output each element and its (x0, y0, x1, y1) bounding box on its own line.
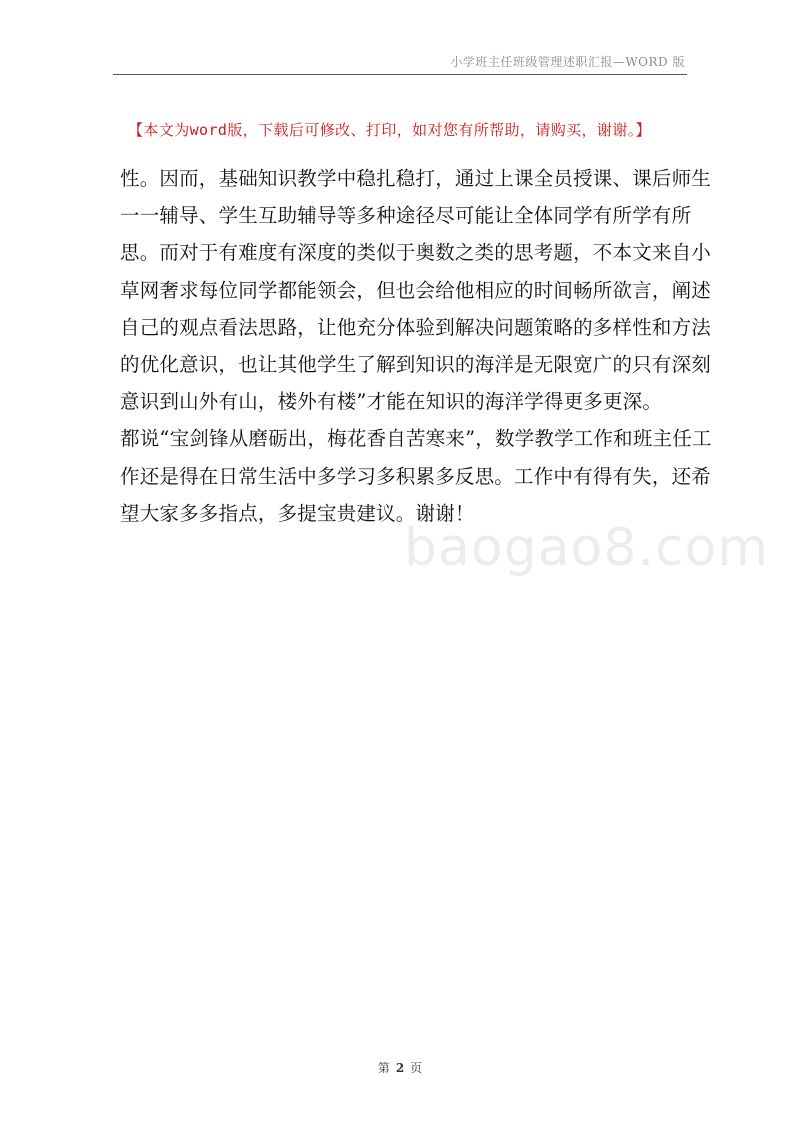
body-line: 意识到山外有山，楼外有楼”才能在知识的海洋学得更多更深。 (120, 390, 663, 414)
body-line: 的优化意识，也让其他学生了解到知识的海洋是无限宽广的只有深刻 (120, 352, 712, 376)
body-line: 都说“宝剑锋从磨砺出，梅花香自苦寒来”，数学教学工作和班主任工 (120, 427, 712, 451)
footer-suffix: 页 (410, 1061, 423, 1075)
page-number: 2 (395, 1061, 405, 1075)
body-line: 思。而对于有难度有深度的类似于奥数之类的思考题，不本文来自小 (120, 241, 712, 265)
body-line: 作还是得在日常生活中多学习多积累多反思。工作中有得有失，还希 (120, 464, 712, 488)
body-line: 自己的观点看法思路，让他充分体验到解决问题策略的多样性和方法 (120, 315, 712, 339)
page-footer (0, 1059, 800, 1076)
footer-prefix: 第 (377, 1061, 390, 1075)
document-body (120, 160, 712, 532)
body-line: 草网奢求每位同学都能领会，但也会给他相应的时间畅所欲言，阐述 (120, 278, 712, 302)
running-header: 小学班主任班级管理述职汇报—WORD 版 (450, 55, 685, 69)
body-line: 一一辅导、学生互助辅导等多种途径尽可能让全体同学有所学有所 (120, 204, 692, 228)
body-line: 性。因而，基础知识教学中稳扎稳打，通过上课全员授课、课后师生 (120, 167, 712, 190)
download-notice: 【本文为word版，下载后可修改、打印，如对您有所帮助，请购买，谢谢。】 (128, 121, 652, 139)
header-divider (113, 74, 687, 75)
body-line: 望大家多多指点，多提宝贵建议。谢谢！ (120, 501, 475, 525)
watermark: baogao8.com (404, 518, 770, 578)
